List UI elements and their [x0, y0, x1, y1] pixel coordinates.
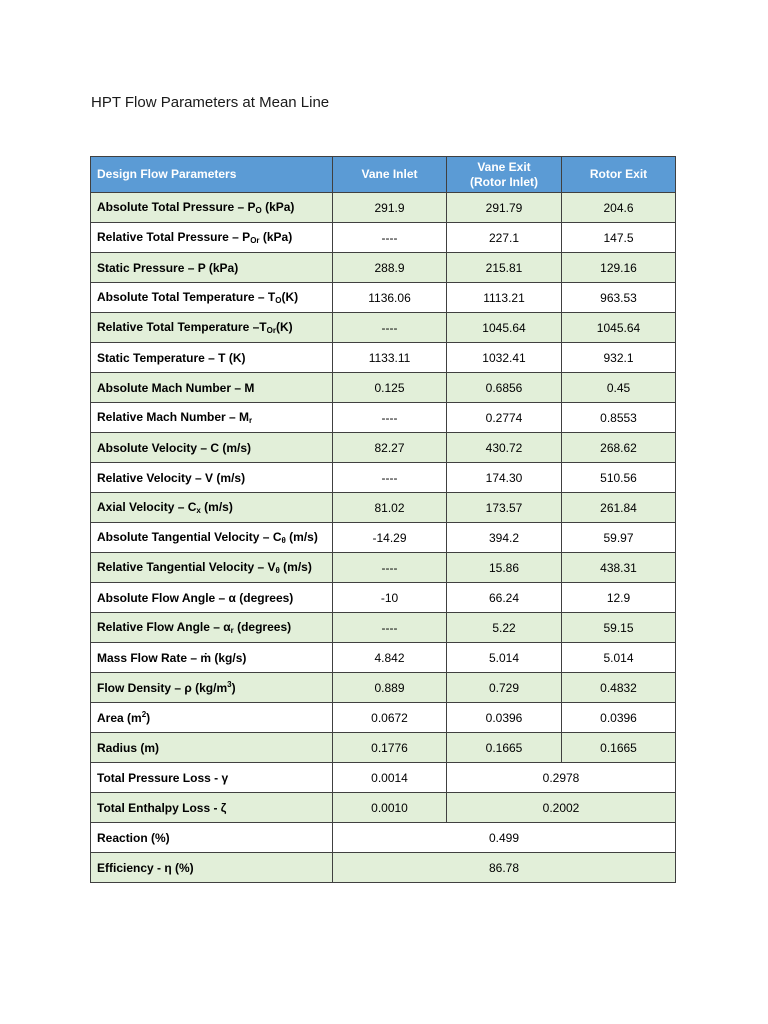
header-vane-exit: [447, 157, 562, 193]
table-row: [91, 493, 676, 523]
parameter-label: [91, 823, 333, 853]
value-vane-inlet: 1136.06: [333, 283, 447, 313]
parameter-label-text: Absolute Total Pressure – P: [97, 200, 256, 214]
value-vane-inlet: 288.9: [333, 253, 447, 283]
parameter-label-text: Total Pressure Loss - γ: [97, 770, 229, 785]
value-vane-inlet: 82.27: [333, 433, 447, 463]
parameter-subscript: x: [196, 506, 201, 515]
value-vane-inlet: 1133.11: [333, 343, 447, 373]
parameter-label: [91, 643, 333, 673]
value-vane-exit: 0.6856: [447, 373, 562, 403]
table-row: [91, 823, 676, 853]
table-row: [91, 463, 676, 493]
header-vane-exit-line2: (Rotor Inlet): [470, 174, 538, 189]
table-row: [91, 763, 676, 793]
parameter-unit: (degrees): [233, 620, 292, 634]
parameter-label-text: Area (m: [97, 711, 142, 725]
value-rotor-exit: 268.62: [562, 433, 676, 463]
value-vane-exit: 0.729: [447, 673, 562, 703]
parameter-unit: (m/s): [279, 560, 312, 574]
parameter-label: [91, 853, 333, 883]
parameter-label: [91, 193, 333, 223]
parameter-label-text: Static Temperature – T (K): [97, 350, 246, 365]
table-row: [91, 223, 676, 253]
value-all-stations: 0.499: [333, 823, 676, 853]
table-row: [91, 403, 676, 433]
parameter-unit: (kPa): [259, 230, 293, 244]
value-vane-inlet: 0.889: [333, 673, 447, 703]
parameter-label: [91, 223, 333, 253]
value-vane-inlet: 0.0672: [333, 703, 447, 733]
value-vane-exit: 5.22: [447, 613, 562, 643]
parameter-subscript: O: [255, 206, 262, 215]
value-rotor-exit: 12.9: [562, 583, 676, 613]
value-vane-inlet: 0.125: [333, 373, 447, 403]
value-vane-inlet: -10: [333, 583, 447, 613]
parameter-label-text: Radius (m): [97, 740, 160, 755]
table-row: [91, 373, 676, 403]
value-vane-inlet: ----: [333, 463, 447, 493]
value-rotor-exit: 963.53: [562, 283, 676, 313]
parameter-label: [91, 463, 333, 493]
value-vane-exit: 15.86: [447, 553, 562, 583]
table-row: [91, 613, 676, 643]
value-vane-exit: 430.72: [447, 433, 562, 463]
table-row: [91, 583, 676, 613]
parameter-unit: (kPa): [261, 200, 295, 214]
value-vane-exit: 394.2: [447, 523, 562, 553]
table-row: [91, 253, 676, 283]
parameter-label: [91, 373, 333, 403]
table-row: [91, 673, 676, 703]
value-rotor-exit: 204.6: [562, 193, 676, 223]
value-vane-inlet: ----: [333, 403, 447, 433]
parameter-label: [91, 433, 333, 463]
parameter-label-text: Static Pressure – P (kPa): [97, 260, 239, 275]
value-all-stations: 86.78: [333, 853, 676, 883]
table-row: [91, 643, 676, 673]
table-row: [91, 553, 676, 583]
table-row: [91, 733, 676, 763]
page-title: HPT Flow Parameters at Mean Line: [91, 94, 330, 111]
flow-parameters-table: [90, 156, 676, 883]
value-rotor-exit: 0.45: [562, 373, 676, 403]
parameter-label-text: Relative Tangential Velocity – V: [97, 560, 276, 574]
parameter-unit: (K): [281, 290, 299, 304]
value-vane-exit: 66.24: [447, 583, 562, 613]
value-vane-inlet: -14.29: [333, 523, 447, 553]
value-rotor-exit: 129.16: [562, 253, 676, 283]
parameter-label-text: Total Enthalpy Loss - ζ: [97, 800, 227, 815]
parameter-subscript: Or: [250, 236, 260, 245]
parameter-label-text: Axial Velocity – C: [97, 500, 197, 514]
table-row: [91, 793, 676, 823]
parameter-unit: (m/s): [200, 500, 233, 514]
value-vane-exit: 174.30: [447, 463, 562, 493]
parameter-superscript: 3: [227, 680, 232, 689]
parameter-subscript: r: [230, 626, 234, 635]
value-rotor-exit: 0.4832: [562, 673, 676, 703]
value-vane-exit: 173.57: [447, 493, 562, 523]
parameter-label: [91, 253, 333, 283]
header-rotor-exit: Rotor Exit: [562, 157, 676, 193]
header-design-flow-parameters: Design Flow Parameters: [91, 157, 333, 193]
value-rotor-exit: 59.15: [562, 613, 676, 643]
parameter-label-text: Absolute Flow Angle – α (degrees): [97, 590, 294, 605]
parameter-label: [91, 553, 333, 583]
parameter-label: [91, 613, 333, 643]
value-vane-exit: 0.0396: [447, 703, 562, 733]
value-vane-exit: 227.1: [447, 223, 562, 253]
parameter-label-text: Mass Flow Rate – ṁ (kg/s): [97, 650, 247, 665]
value-vane-inlet: 4.842: [333, 643, 447, 673]
parameter-label: [91, 493, 333, 523]
value-vane-inlet: 81.02: [333, 493, 447, 523]
value-vane-exit: 0.2774: [447, 403, 562, 433]
value-rotor-exit: 932.1: [562, 343, 676, 373]
value-vane-exit: 215.81: [447, 253, 562, 283]
parameter-subscript: θ: [281, 536, 286, 545]
parameter-label-text: Reaction (%): [97, 830, 170, 845]
parameter-label: [91, 703, 333, 733]
value-rotor-exit: 261.84: [562, 493, 676, 523]
value-rotor-exit: 438.31: [562, 553, 676, 583]
value-vane-exit: 5.014: [447, 643, 562, 673]
value-vane-inlet: 0.0014: [333, 763, 447, 793]
value-rotor-exit: 5.014: [562, 643, 676, 673]
value-rotor-exit: 59.97: [562, 523, 676, 553]
value-vane-inlet: 0.1776: [333, 733, 447, 763]
value-vane-inlet: ----: [333, 613, 447, 643]
value-rotor-exit: 0.0396: [562, 703, 676, 733]
parameter-label: [91, 673, 333, 703]
parameter-label-text: Relative Total Pressure – P: [97, 230, 251, 244]
parameter-label-text: Absolute Mach Number – M: [97, 380, 255, 395]
value-vane-exit: 1113.21: [447, 283, 562, 313]
value-vane-inlet: ----: [333, 553, 447, 583]
value-rotor-exit: 1045.64: [562, 313, 676, 343]
table-row: [91, 193, 676, 223]
table-row: [91, 433, 676, 463]
parameter-label-text: Efficiency - η (%): [97, 860, 194, 875]
value-vane-exit: 0.1665: [447, 733, 562, 763]
parameter-unit: ): [231, 681, 236, 695]
table-row: [91, 313, 676, 343]
parameter-unit: ): [146, 711, 151, 725]
table-row: [91, 853, 676, 883]
value-rotor-exit: 0.8553: [562, 403, 676, 433]
table-header-row: [91, 157, 676, 193]
parameter-subscript: Or: [266, 326, 276, 335]
value-rotor-exit: 510.56: [562, 463, 676, 493]
value-vane-exit-rotor-exit: 0.2002: [447, 793, 676, 823]
value-vane-exit: 1045.64: [447, 313, 562, 343]
parameter-label: [91, 343, 333, 373]
value-rotor-exit: 147.5: [562, 223, 676, 253]
parameter-label-text: Absolute Total Temperature – T: [97, 290, 276, 304]
parameter-label-text: Absolute Tangential Velocity – C: [97, 530, 282, 544]
value-vane-inlet: ----: [333, 223, 447, 253]
table-row: [91, 703, 676, 733]
value-vane-exit: 291.79: [447, 193, 562, 223]
parameter-superscript: 2: [141, 710, 147, 719]
parameter-subscript: O: [275, 296, 282, 305]
parameter-label-text: Relative Total Temperature –T: [97, 320, 267, 334]
parameter-label: [91, 313, 333, 343]
parameter-label: [91, 583, 333, 613]
parameter-label: [91, 763, 333, 793]
parameter-label: [91, 403, 333, 433]
parameter-label: [91, 283, 333, 313]
parameter-label-text: Relative Flow Angle – α: [97, 620, 231, 634]
parameter-label: [91, 523, 333, 553]
parameter-subscript: r: [249, 416, 253, 425]
value-vane-inlet: 0.0010: [333, 793, 447, 823]
parameter-unit: (K): [275, 320, 293, 334]
parameter-unit: (m/s): [285, 530, 318, 544]
value-vane-inlet: 291.9: [333, 193, 447, 223]
parameter-label-text: Relative Velocity – V (m/s): [97, 470, 246, 485]
parameter-label-text: Relative Mach Number – M: [97, 410, 250, 424]
parameter-label-text: Absolute Velocity – C (m/s): [97, 440, 252, 455]
parameter-label-text: Flow Density – ρ (kg/m: [97, 681, 228, 695]
table-row: [91, 523, 676, 553]
header-vane-exit-line1: Vane Exit: [477, 159, 531, 174]
value-rotor-exit: 0.1665: [562, 733, 676, 763]
table-body: [91, 193, 676, 883]
value-vane-exit-rotor-exit: 0.2978: [447, 763, 676, 793]
header-vane-inlet: Vane Inlet: [333, 157, 447, 193]
table-row: [91, 283, 676, 313]
value-vane-exit: 1032.41: [447, 343, 562, 373]
parameter-label: [91, 733, 333, 763]
parameter-label: [91, 793, 333, 823]
parameter-subscript: θ: [275, 566, 280, 575]
value-vane-inlet: ----: [333, 313, 447, 343]
table-row: [91, 343, 676, 373]
